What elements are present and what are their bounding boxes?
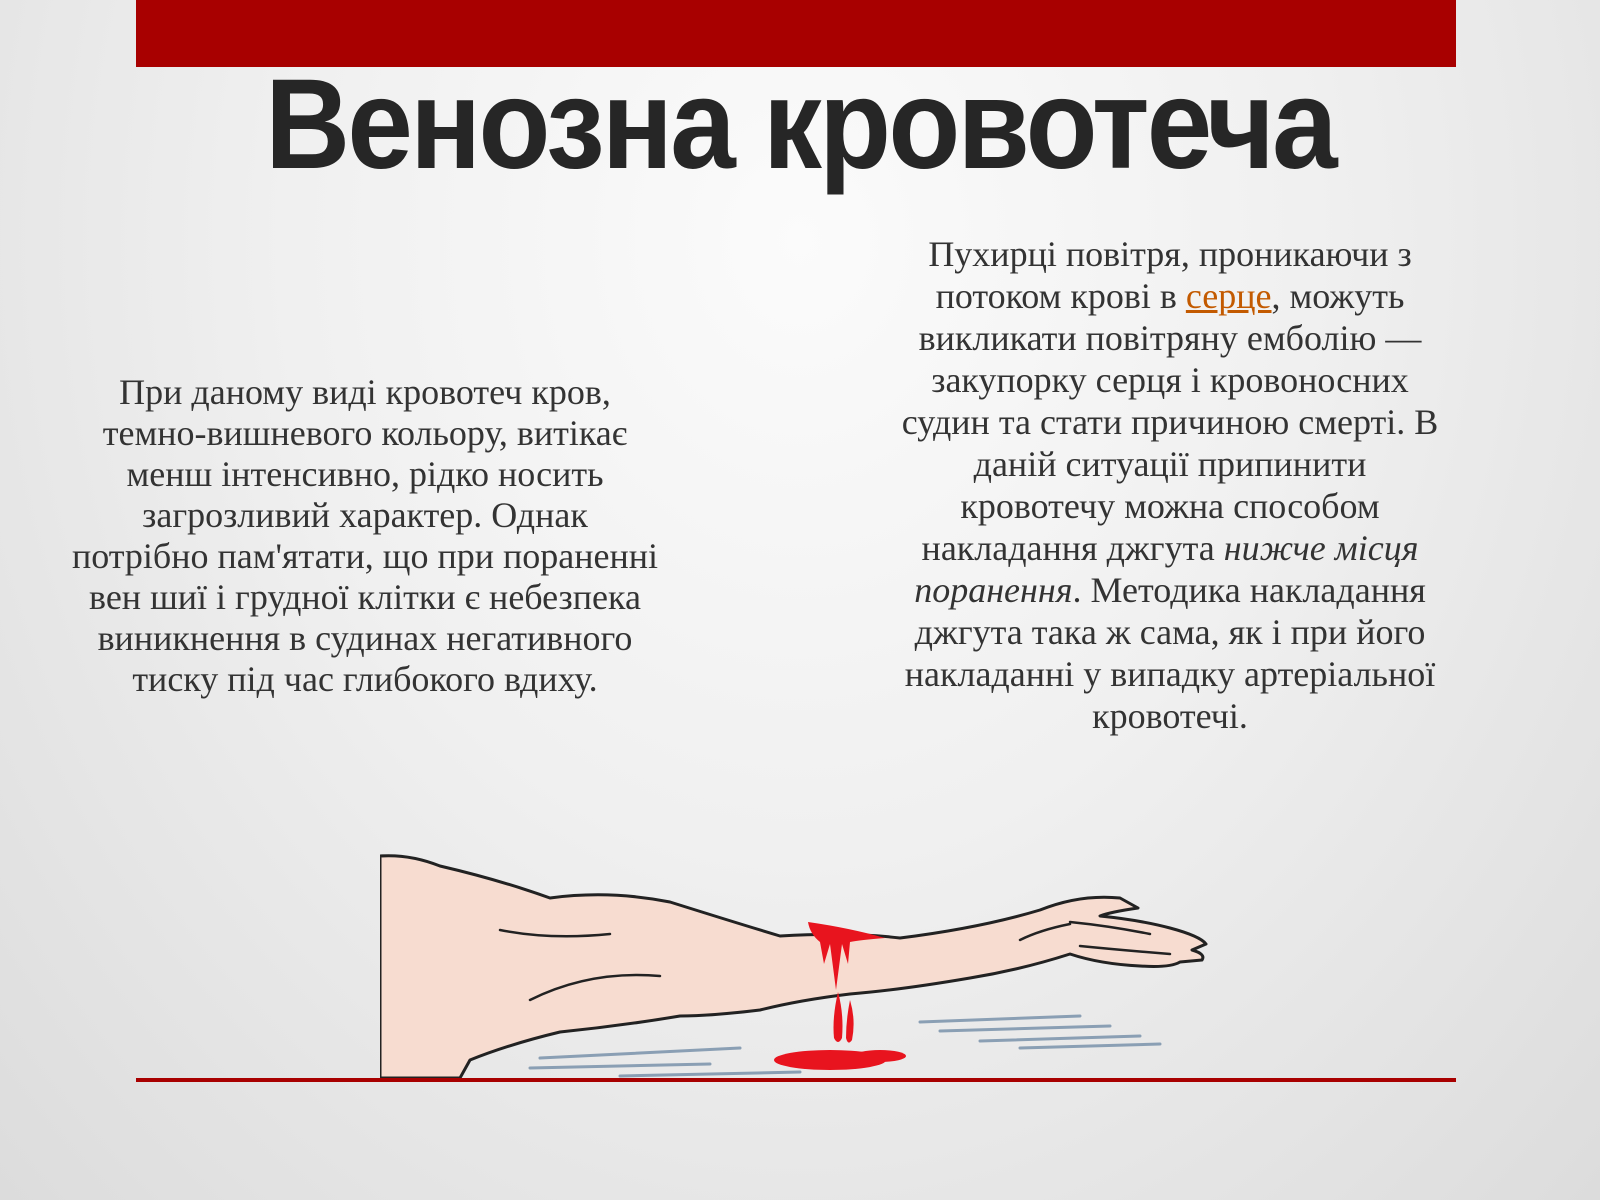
bleeding-arm-illustration	[380, 850, 1240, 1078]
heart-link[interactable]: серце	[1185, 276, 1272, 316]
right-paragraph-part2: , можуть викликати повітряну емболію — закупорку серця і кровоносних судин та стати причиною смерті. В даній ситуації припинити кровотечу можна способом накладання джгута	[901, 276, 1439, 568]
right-paragraph	[900, 233, 1440, 737]
right-paragraph-italic: нижче місця поранення	[914, 528, 1419, 610]
bottom-accent-rule	[136, 1078, 1456, 1082]
left-paragraph: При даному виді кровотеч кров, темно-вишневого кольору, витікає менш інтенсивно, рідко носить загрозливий характер. Однак потрібно пам'ятати, що при пораненні вен шиї і грудної клітки є небезпека виникнення в судинах негативного тиску під час глибокого вдиху.	[71, 372, 659, 699]
right-paragraph-part3: . Методика накладання джгута така ж сама, як і при його накладанні у випадку артеріальної кровотечі.	[904, 570, 1436, 736]
arm-shape	[380, 856, 1206, 1078]
right-paragraph-part1: Пухирці повітря, проникаючи з потоком крові в	[928, 234, 1412, 316]
slide-title: Венозна кровотеча	[265, 53, 1335, 196]
